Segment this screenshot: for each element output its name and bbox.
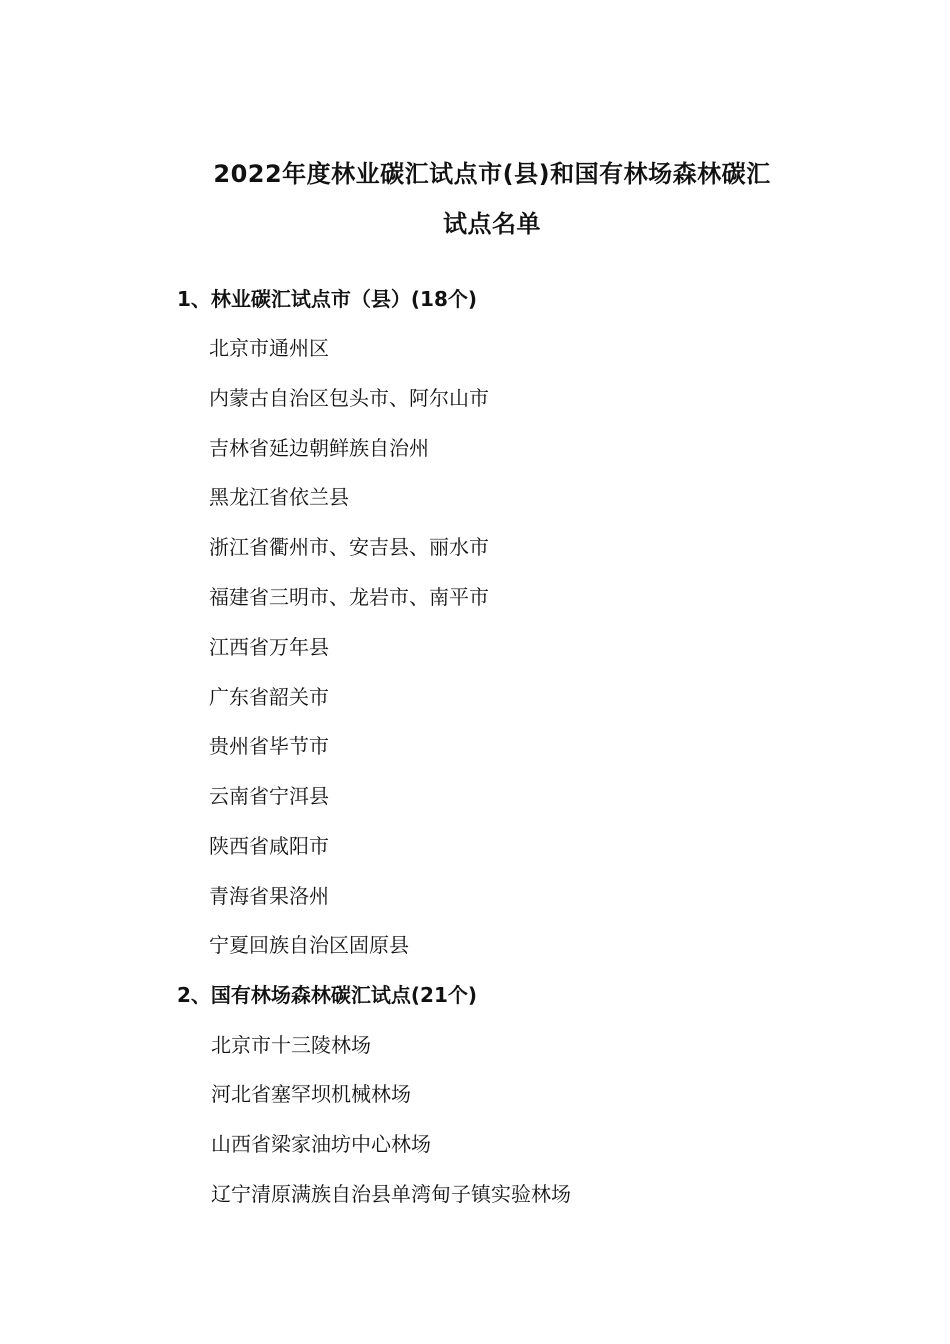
list-item: 宁夏回族自治区固原县 (209, 933, 409, 957)
list-item: 辽宁清原满族自治县单湾甸子镇实验林场 (211, 1182, 571, 1206)
list-item: 福建省三明市、龙岩市、南平市 (209, 585, 489, 609)
list-item: 云南省宁洱县 (209, 784, 329, 808)
list-item: 黑龙江省依兰县 (209, 485, 349, 509)
section-heading-pilot-cities: 1、林业碳汇试点市（县）(18个) (177, 287, 478, 311)
list-item: 吉林省延边朝鲜族自治州 (209, 436, 429, 460)
list-item: 山西省梁家油坊中心林场 (211, 1132, 431, 1156)
list-item: 青海省果洛州 (209, 884, 329, 908)
document-title-line-1: 2022年度林业碳汇试点市(县)和国有林场森林碳汇 (213, 160, 771, 188)
list-item: 河北省塞罕坝机械林场 (211, 1082, 411, 1106)
document-title-line-2: 试点名单 (443, 210, 541, 238)
list-item: 陕西省咸阳市 (209, 834, 329, 858)
list-item: 浙江省衢州市、安吉县、丽水市 (209, 535, 489, 559)
list-item: 北京市十三陵林场 (211, 1033, 371, 1057)
list-item: 贵州省毕节市 (209, 734, 329, 758)
list-item: 北京市通州区 (209, 336, 329, 360)
list-item: 广东省韶关市 (209, 685, 329, 709)
list-item: 内蒙古自治区包头市、阿尔山市 (209, 386, 489, 410)
section-heading-state-forest-farms: 2、国有林场森林碳汇试点(21个) (177, 983, 478, 1007)
list-item: 江西省万年县 (209, 635, 329, 659)
